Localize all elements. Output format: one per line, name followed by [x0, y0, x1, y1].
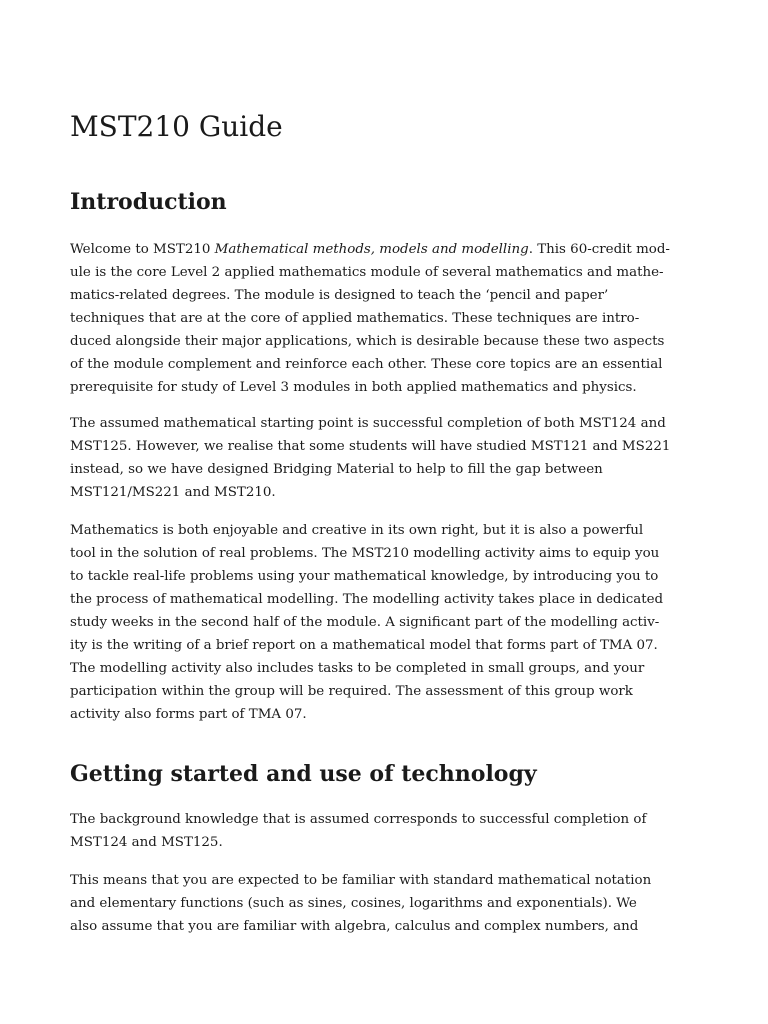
- module-title-italic: Mathematical methods, models and modelling: [214, 242, 529, 257]
- intro-paragraph-3: [70, 519, 663, 726]
- text-line: activity also forms part of TMA 07.: [70, 707, 307, 722]
- section-heading-getting-started: Getting started and use of technology: [70, 761, 537, 787]
- text-line: [70, 238, 670, 261]
- text-line: MST125. However, we realise that some students will have studied MST121 and MS221: [70, 439, 671, 454]
- text-line: ity is the writing of a brief report on a mathematical model that forms part of TMA 07.: [70, 638, 658, 653]
- text-line: instead, so we have designed Bridging Material to help to fill the gap between: [70, 462, 603, 477]
- text-line: techniques that are at the core of applied mathematics. These techniques are intro-: [70, 311, 640, 326]
- text-line: the process of mathematical modelling. The modelling activity takes place in dedicated: [70, 592, 664, 607]
- text-line: The background knowledge that is assumed corresponds to successful completion of: [70, 812, 647, 827]
- text-line: MST121/MS221 and MST210.: [70, 485, 276, 500]
- text-line: prerequisite for study of Level 3 modules in both applied mathematics and physics.: [70, 380, 637, 395]
- text-line: ule is the core Level 2 applied mathematics module of several mathematics and mathe-: [70, 265, 664, 280]
- text-line: also assume that you are familiar with algebra, calculus and complex numbers, and: [70, 919, 639, 934]
- text-line: tool in the solution of real problems. The MST210 modelling activity aims to equip you: [70, 546, 660, 561]
- text-run: Welcome to MST210: [70, 242, 215, 257]
- text-line: Mathematics is both enjoyable and creative in its own right, but it is also a powerful: [70, 523, 644, 538]
- text-line: of the module complement and reinforce each other. These core topics are an essential: [70, 357, 663, 372]
- page-title: MST210 Guide: [70, 110, 283, 143]
- text-line: This means that you are expected to be familiar with standard mathematical notation: [70, 873, 652, 888]
- text-line: duced alongside their major applications, which is desirable because these two aspects: [70, 334, 665, 349]
- text-line: The assumed mathematical starting point is successful completion of both MST124 and: [70, 416, 666, 431]
- text-line: study weeks in the second half of the module. A significant part of the modelling activ-: [70, 615, 660, 630]
- text-line: and elementary functions (such as sines, cosines, logarithms and exponentials). We: [70, 896, 637, 911]
- text-line: The modelling activity also includes tasks to be completed in small groups, and your: [70, 661, 645, 676]
- text-line: MST124 and MST125.: [70, 835, 223, 850]
- intro-paragraph-2: [70, 412, 670, 504]
- text-line: participation within the group will be required. The assessment of this group work: [70, 684, 633, 699]
- getting-started-paragraph-2: [70, 869, 651, 938]
- section-heading-introduction: Introduction: [70, 189, 227, 215]
- text-run: . This 60-credit mod-: [528, 242, 670, 257]
- text-line: matics-related degrees. The module is designed to teach the ‘pencil and paper’: [70, 288, 609, 303]
- getting-started-paragraph-1: [70, 808, 646, 854]
- text-line: to tackle real-life problems using your mathematical knowledge, by introducing you to: [70, 569, 659, 584]
- intro-paragraph-1: [70, 238, 670, 399]
